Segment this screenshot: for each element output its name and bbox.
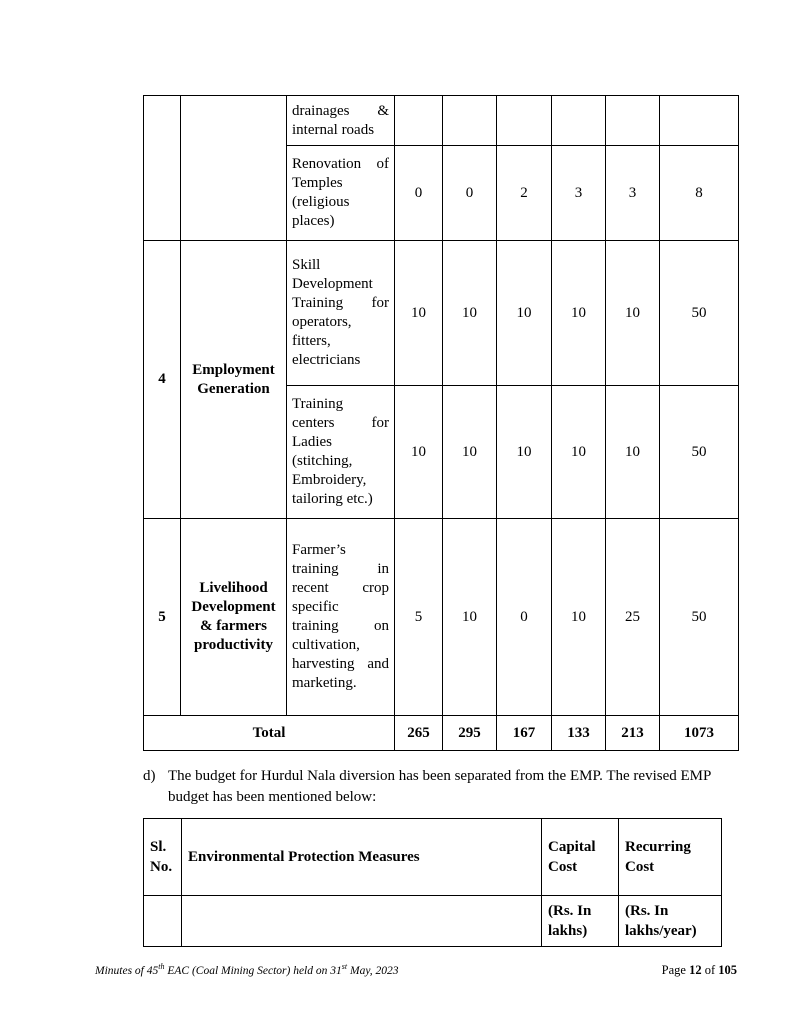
value-cell: 10 (443, 386, 497, 519)
footer-superscript: st (341, 962, 348, 971)
sl-cell (144, 96, 181, 241)
value-cell: 10 (552, 519, 606, 716)
total-value-cell: 265 (395, 716, 443, 751)
value-cell: 10 (395, 241, 443, 386)
csr-budget-table (143, 95, 739, 751)
value-cell: 3 (606, 146, 660, 241)
activity-cell: Employment Generation (181, 241, 287, 519)
table-row (144, 241, 739, 386)
value-cell: 50 (660, 241, 739, 386)
emp-budget-table (143, 818, 722, 947)
page-footer (95, 962, 737, 978)
value-cell: 10 (443, 519, 497, 716)
value-cell: 3 (552, 146, 606, 241)
value-cell: 8 (660, 146, 739, 241)
header-measures: Environmental Protection Measures (182, 819, 542, 896)
value-cell (606, 96, 660, 146)
value-cell: 0 (497, 519, 552, 716)
total-value-cell: 213 (606, 716, 660, 751)
value-cell (660, 96, 739, 146)
header-sl-no: Sl. No. (144, 819, 182, 896)
value-cell: 10 (552, 386, 606, 519)
table-row (144, 96, 739, 146)
value-cell: 10 (395, 386, 443, 519)
activity-cell: Livelihood Development & farmers productivity (181, 519, 287, 716)
page-number-text: Page (661, 962, 690, 977)
value-cell (395, 96, 443, 146)
value-cell (552, 96, 606, 146)
units-sl-cell (144, 896, 182, 947)
value-cell: 5 (395, 519, 443, 716)
value-cell: 10 (497, 386, 552, 519)
footer-text-part: May, 2023 (347, 964, 399, 977)
table-row (144, 519, 739, 716)
value-cell: 50 (660, 386, 739, 519)
page-number (662, 963, 737, 978)
note-text: The budget for Hurdul Nala diversion has been separated from the EMP. The revised EMP budget has been mentioned below: (168, 768, 711, 805)
total-value-cell: 133 (552, 716, 606, 751)
table-header-row (144, 819, 722, 896)
value-cell (497, 96, 552, 146)
total-row (144, 716, 739, 751)
note-marker: d) (143, 768, 156, 784)
description-cell: drainages & internal roads (287, 96, 395, 146)
footer-document-title (95, 962, 399, 977)
page-number-current: 12 (689, 962, 702, 977)
total-value-cell: 295 (443, 716, 497, 751)
footer-superscript: th (158, 962, 165, 971)
units-capital-cell: (Rs. In lakhs) (542, 896, 619, 947)
header-recurring-cost: Recurring Cost (619, 819, 722, 896)
header-capital-cost: Capital Cost (542, 819, 619, 896)
units-recurring-cell: (Rs. In lakhs/year) (619, 896, 722, 947)
value-cell: 25 (606, 519, 660, 716)
description-cell: Farmer’s training in recent crop specific training on cultivation, harvesting and marketing. (287, 519, 395, 716)
units-measures-cell (182, 896, 542, 947)
footer-text-part: Minutes of 45 (95, 964, 159, 977)
table-units-row (144, 896, 722, 947)
description-cell: Renovation of Temples (religious places) (287, 146, 395, 241)
value-cell: 50 (660, 519, 739, 716)
value-cell: 10 (606, 241, 660, 386)
page-number-total: 105 (718, 962, 737, 977)
sl-cell: 5 (144, 519, 181, 716)
value-cell: 10 (606, 386, 660, 519)
value-cell: 10 (552, 241, 606, 386)
sl-cell: 4 (144, 241, 181, 519)
value-cell: 0 (443, 146, 497, 241)
description-cell: Training centers for Ladies (stitching, Embroidery, tailoring etc.) (287, 386, 395, 519)
value-cell: 0 (395, 146, 443, 241)
value-cell (443, 96, 497, 146)
total-value-cell: 1073 (660, 716, 739, 751)
activity-cell (181, 96, 287, 241)
note-paragraph-d (143, 766, 731, 808)
description-cell: Skill Development Training for operators, fitters, electricians (287, 241, 395, 386)
value-cell: 2 (497, 146, 552, 241)
total-value-cell: 167 (497, 716, 552, 751)
page-number-text: of (701, 962, 719, 977)
total-label-cell: Total (144, 716, 395, 751)
value-cell: 10 (443, 241, 497, 386)
value-cell: 10 (497, 241, 552, 386)
footer-text-part: EAC (Coal Mining Sector) held on 31 (164, 964, 342, 977)
